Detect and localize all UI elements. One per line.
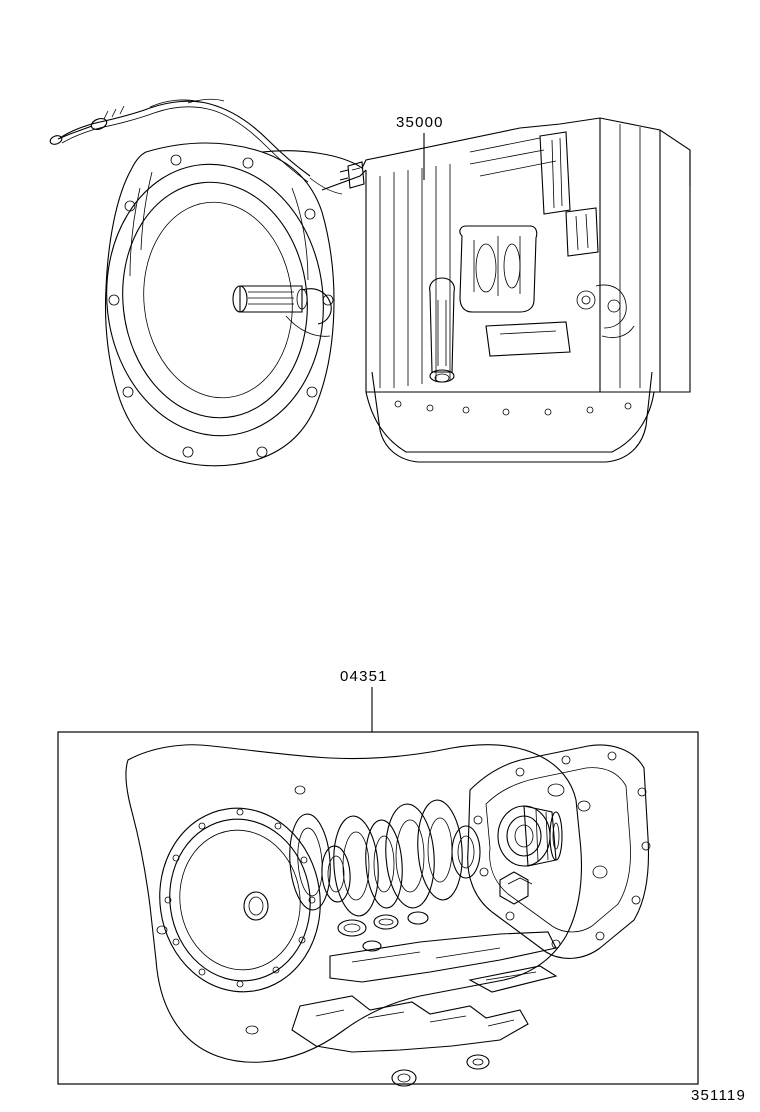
part-number-35000: 35000 [396,114,444,131]
gasket-kit-art [58,687,698,1086]
transmission-assembly-art [49,99,690,466]
part-number-04351: 04351 [340,668,388,685]
diagram-code: 351119 [690,1087,746,1104]
gasket-kit-panel [58,732,698,1084]
